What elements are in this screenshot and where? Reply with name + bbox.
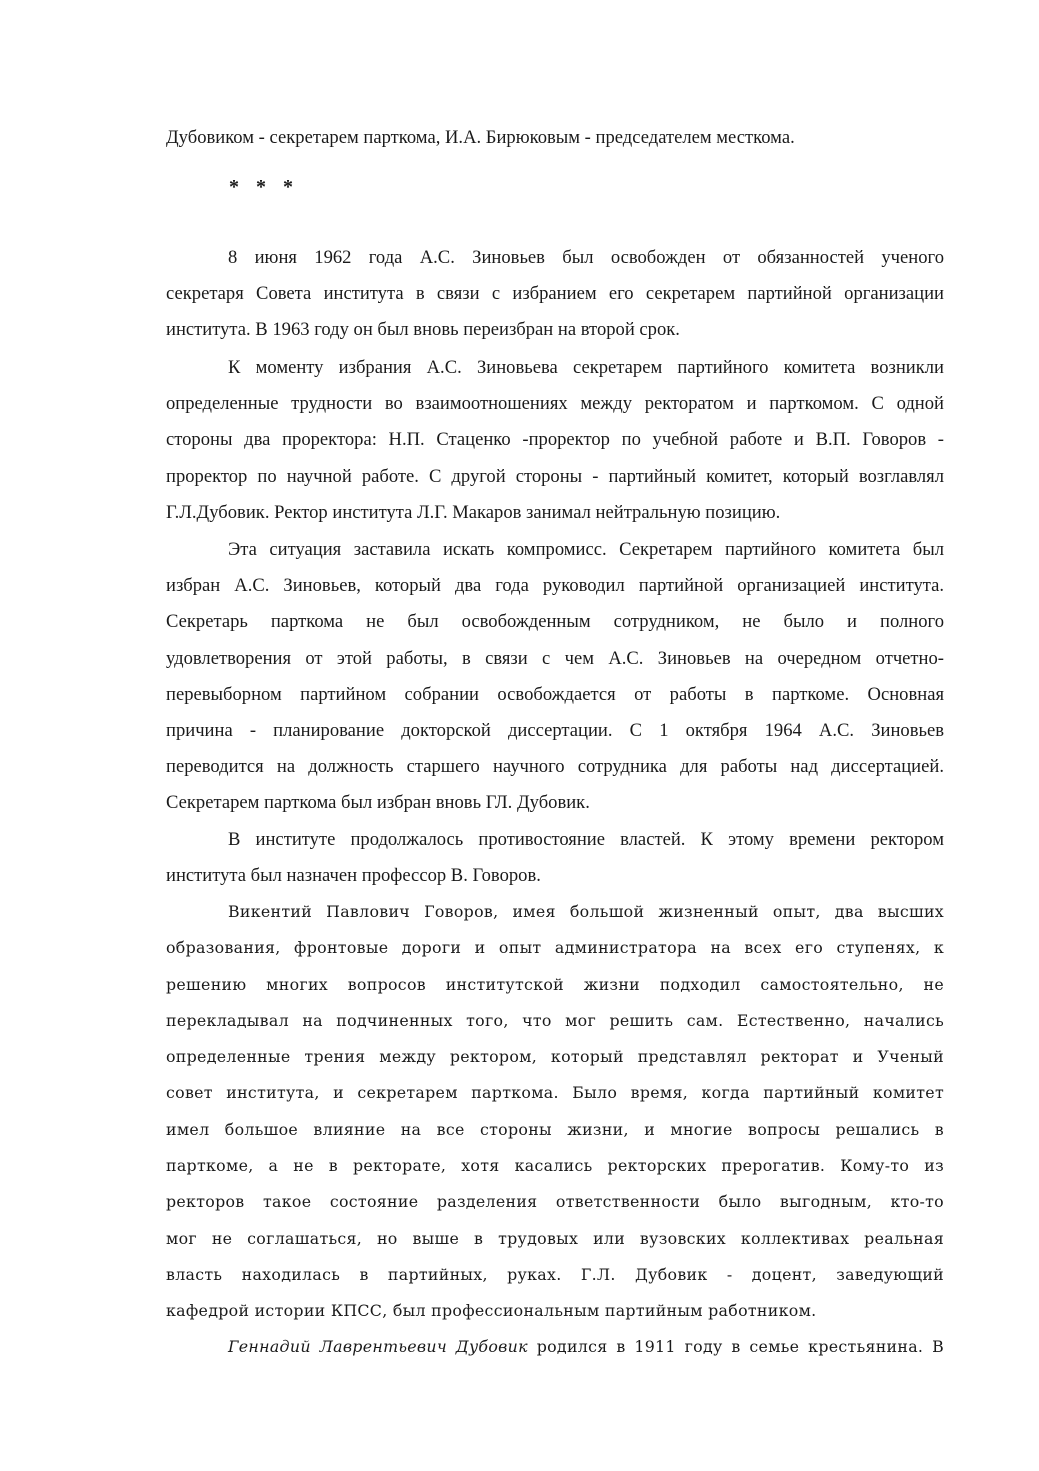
text-line: К моменту избрания А.С. Зиновьева секретарем партийного комитета возникли [228,357,944,378]
paragraph-6 [166,1329,944,1365]
text-line: стороны два проректора: Н.П. Стаценко -проректор по учебной работе и В.П. Говоров - [166,429,944,451]
paragraph-5 [166,894,944,1330]
text-line: имел большое влияние на все стороны жизни, и многие вопросы решались в [166,1119,944,1139]
text-line: решению многих вопросов институтской жизни подходил самостоятельно, не [166,974,944,994]
text-line: избран А.С. Зиновьев, который два года руководил партийной организацией института. [166,575,944,597]
text-line: причина - планирование докторской диссертации. С 1 октября 1964 А.С. Зиновьев [166,720,944,742]
paragraph-2 [166,350,944,531]
text-line: переводится на должность старшего научного сотрудника для работы над диссертацией. [166,756,944,778]
text-line: Секретарем парткома был избран вновь ГЛ. Дубовик. [166,792,590,814]
text-line: парткоме, а не в ректорате, хотя касались ректорских прерогатив. Кому-то из [166,1156,944,1176]
text-fragment: родился в 1911 году в семье крестьянина. В [527,1337,944,1356]
text-line: образования, фронтовые дороги и опыт администратора на всех его ступенях, к [166,938,944,958]
text-line: определенные трудности во взаимоотношениях между ректоратом и парткомом. С одной [166,393,944,415]
text-line: Викентий Павлович Говоров, имея большой жизненный опыт, два высших [228,902,944,921]
text-line: совет института, и секретарем парткома. Было время, когда партийный комитет [166,1083,944,1103]
text-line: перекладывал на подчиненных того, что мог решить сам. Естественно, начались [166,1010,944,1030]
paragraph-1 [166,240,944,349]
text-line: ректоров такое состояние разделения ответственности было выгодным, кто-то [166,1192,944,1212]
section-separator: * * * [229,176,299,198]
paragraph-3 [166,532,944,822]
text-line: мог не соглашаться, но выше в трудовых или вузовских коллективах реальная [166,1228,944,1248]
text-line: Дубовиком - секретарем парткома, И.А. Бирюковым - председателем месткома. [166,127,795,148]
paragraph-continuation [166,120,944,156]
text-line: секретаря Совета института в связи с избранием его секретарем партийной организации [166,283,944,305]
text-line: В институте продолжалось противостояние властей. К этому времени ректором [228,829,944,850]
text-line: Эта ситуация заставила искать компромисс. Секретарем партийного комитета был [228,539,944,560]
paragraph-4 [166,822,944,894]
text-line: кафедрой истории КПСС, был профессиональным партийным работником. [166,1301,817,1321]
italic-name: Геннадий Лаврентьевич Дубовик [228,1337,528,1356]
text-line: удовлетворения от этой работы, в связи с чем А.С. Зиновьев на очередном отчетно- [166,647,944,669]
text-line: 8 июня 1962 года А.С. Зиновьев был освобожден от обязанностей ученого [228,247,944,268]
text-line: власть находилась в партийных, руках. Г.Л. Дубовик - доцент, заведующий [166,1264,944,1284]
text-line: института. В 1963 году он был вновь переизбран на второй срок. [166,319,680,341]
text-line: перевыборном партийном собрании освобождается от работы в парткоме. Основная [166,683,944,705]
text-line: определенные трения между ректором, который представлял ректорат и Ученый [166,1047,944,1067]
text-line: Секретарь парткома не был освобожденным сотрудником, не было и полного [166,611,944,633]
text-line: института был назначен профессор В. Говоров. [166,865,541,887]
text-line: проректор по научной работе. С другой стороны - партийный комитет, который возглавлял [166,465,944,487]
text-line: Г.Л.Дубовик. Ректор института Л.Г. Макаров занимал нейтральную позицию. [166,501,781,523]
text-line [166,1329,944,1365]
